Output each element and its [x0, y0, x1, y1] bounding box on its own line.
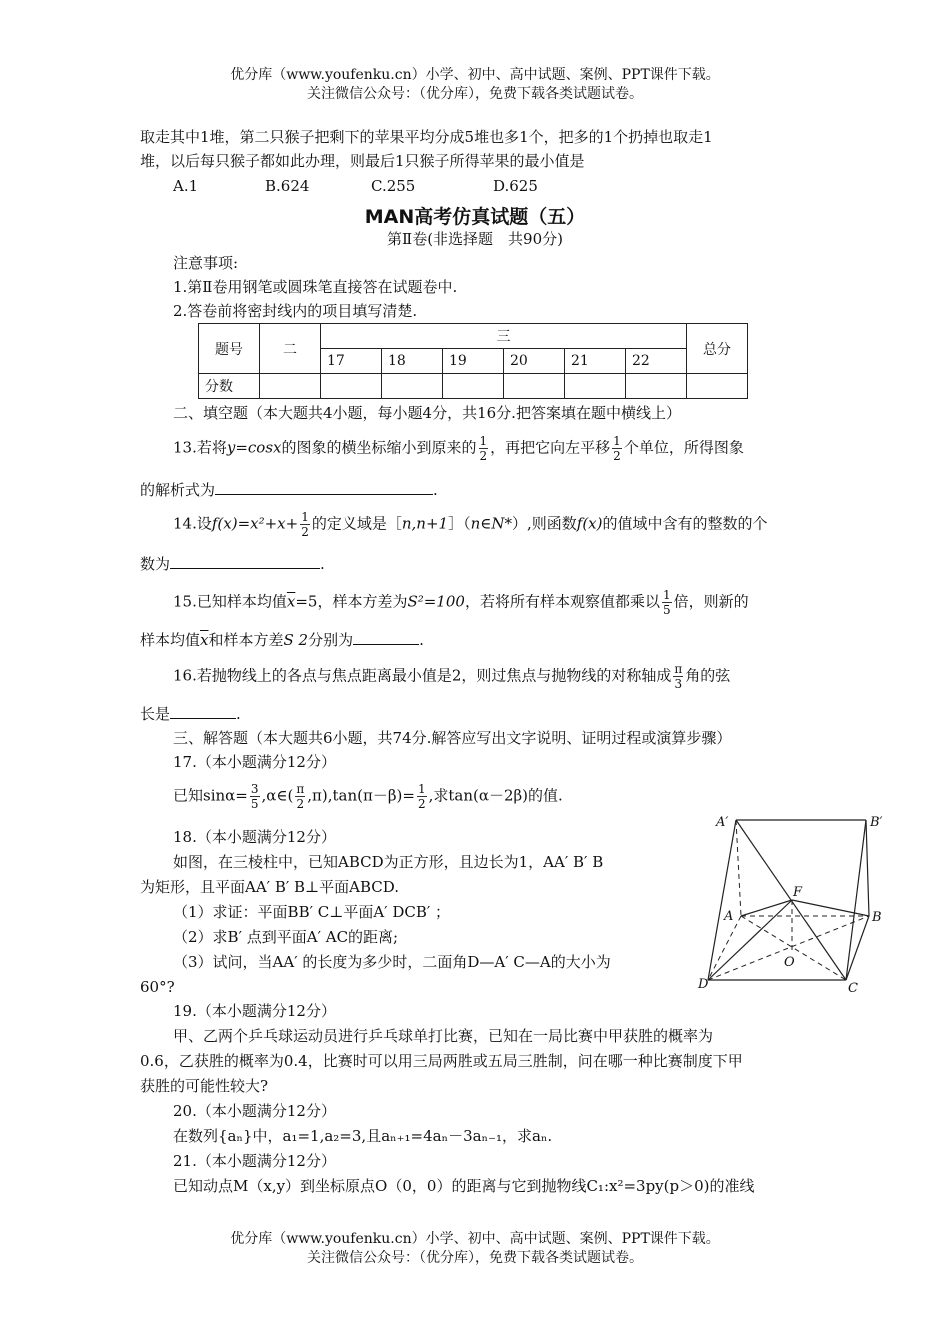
q18-line-5: （3）试问，当AA′ 的长度为多少时，二面角D—A′ C—A的大小为 [173, 953, 611, 971]
q15-text: 15.已知样本均值 [173, 592, 287, 611]
paper-subtitle: 第Ⅱ卷(非选择题 共90分) [387, 230, 563, 248]
paper-title: MAN高考仿真试题（五） [364, 206, 586, 228]
table-cell [504, 374, 565, 399]
q16-line-1 [173, 662, 810, 691]
fraction [295, 782, 305, 811]
q15-line-2: 样本均值$\overline{x}$和样本方差S 2分别为 . [140, 628, 810, 651]
table-er: 二 [260, 324, 321, 374]
q14-line-2: 数为 . [140, 552, 810, 575]
table-num-22: 22 [626, 349, 687, 374]
q13-line-1 [173, 434, 810, 463]
label-c: C [848, 981, 858, 996]
q15-text: 样本均值 [140, 631, 201, 649]
q14-line-1 [173, 510, 810, 539]
x-bar: $\overline{x}$ [200, 631, 209, 649]
header-line-1: 优分库（www.youfenku.cn）小学、初中、高中试题、案例、PPT课件下载。 [230, 67, 720, 83]
q13-text: 的解析式为 [140, 481, 216, 499]
intro-options [173, 175, 810, 197]
hidden-edge [708, 916, 869, 980]
fraction [300, 510, 310, 539]
table-total: 总分 [687, 324, 748, 374]
q14-func: f(x) [576, 514, 603, 533]
q15-var: S²=100 [407, 592, 465, 611]
q15-text: 倍，则新的 [673, 592, 749, 611]
label-b: B [872, 910, 882, 925]
edge-line [792, 900, 869, 916]
q14-var: n,n+1 [401, 514, 449, 533]
fraction [479, 434, 489, 463]
table-tihao: 题号 [199, 324, 260, 374]
q16-text: 16.若抛物线上的各点与焦点距离最小值是2，则过焦点与抛物线的对称轴成 [173, 666, 672, 685]
q15-text: ，若将所有样本观察值都乘以 [464, 592, 660, 611]
q20-heading: 20.（本小题满分12分） [173, 1102, 336, 1120]
table-cell [321, 374, 382, 399]
table-cell [382, 374, 443, 399]
q15-text: 分别为 [308, 631, 354, 649]
hidden-edge [736, 820, 741, 916]
frac-den: 3 [674, 677, 683, 691]
fraction [662, 588, 672, 617]
note-1: 1.第Ⅱ卷用钢笔或圆珠笔直接答在试题卷中. [173, 278, 458, 296]
note-2: 2.答卷前将密封线内的项目填写清楚. [173, 302, 418, 320]
edge-line [708, 820, 736, 980]
q18-line-1: 如图，在三棱柱中，已知ABCD为正方形，且边长为1，AA′ B′ B [173, 853, 604, 871]
frac-num: 1 [662, 588, 671, 602]
fraction [673, 662, 683, 691]
q15-var: S 2 [283, 631, 309, 649]
answer-blank[interactable] [215, 478, 433, 495]
q17-body [173, 782, 810, 811]
notes-heading: 注意事项: [173, 254, 239, 272]
frac-den: 5 [250, 797, 259, 811]
label-o: O [784, 955, 795, 970]
frac-num: 1 [613, 434, 621, 448]
hidden-edge [741, 916, 846, 980]
q13-line-2: 的解析式为 . [140, 478, 810, 501]
frac-den: 2 [301, 525, 309, 539]
q19-line-3: 获胜的可能性较大? [140, 1077, 269, 1095]
q19-heading: 19.（本小题满分12分） [173, 1002, 336, 1020]
intro-line-2: 堆，以后每只猴子都如此办理，则最后1只猴子所得苹果的最小值是 [140, 152, 585, 170]
footer-line-2: 关注微信公众号：（优分库），免费下载各类试题试卷。 [307, 1250, 643, 1266]
q16-text: 长是 [140, 705, 171, 723]
table-num-19: 19 [443, 349, 504, 374]
q21-body: 已知动点M（x,y）到坐标原点O（0，0）的距离与它到抛物线C₁:x²=3py(p＞0)的准线 [173, 1177, 755, 1195]
q14-text: 数为 [140, 555, 171, 573]
q13-text: ，再把它向左平移 [490, 438, 611, 457]
answer-blank[interactable] [353, 628, 419, 645]
edge-line [866, 820, 869, 916]
frac-num: 3 [250, 782, 259, 796]
frac-den: 2 [296, 797, 305, 811]
frac-num: 1 [417, 782, 426, 796]
hidden-edge [708, 916, 741, 980]
q14-text: ］（ [448, 514, 471, 533]
q17-text: ,π),tan(π－β)= [307, 786, 415, 805]
footer-line-1: 优分库（www.youfenku.cn）小学、初中、高中试题、案例、PPT课件下载。 [230, 1231, 720, 1247]
answer-blank[interactable] [170, 552, 320, 569]
fraction [612, 434, 622, 463]
table-num-20: 20 [504, 349, 565, 374]
label-b-prime: B′ [870, 815, 883, 830]
q18-line-2: 为矩形，且平面AA′ B′ B⊥平面ABCD. [140, 878, 400, 896]
frac-den: 2 [417, 797, 426, 811]
score-table [198, 323, 748, 399]
table-num-21: 21 [565, 349, 626, 374]
table-num-17: 17 [321, 349, 382, 374]
answer-blank[interactable] [170, 702, 236, 719]
q14-text: 14.设 [173, 514, 212, 533]
q15-text: 和样本方差 [208, 631, 284, 649]
header-line-2: 关注微信公众号：（优分库），免费下载各类试题试卷。 [307, 86, 643, 102]
label-f: F [793, 885, 803, 900]
edge-line [846, 820, 866, 980]
prism-figure [696, 808, 896, 998]
q13-text: 个单位，所得图象 [623, 438, 744, 457]
x-bar: $\overline{x}$ [286, 592, 296, 611]
section3-heading: 三、解答题（本大题共6小题，共74分.解答应写出文字说明、证明过程或演算步骤） [173, 729, 732, 747]
table-cell [443, 374, 504, 399]
frac-den: 2 [479, 449, 488, 463]
q16-text: 角的弦 [685, 666, 731, 685]
option-b: B.624 [265, 177, 310, 195]
table-san: 三 [321, 324, 687, 349]
q19-line-1: 甲、乙两个乒乓球运动员进行乒乓球单打比赛，已知在一局比赛中甲获胜的概率为 [173, 1027, 714, 1045]
q13-text: 的图象的横坐标缩小到原来的 [281, 438, 477, 457]
section2-heading: 二、填空题（本大题共4小题，每小题4分，共16分.把答案填在题中横线上） [173, 404, 681, 422]
q13-text: 13.若将 [173, 438, 227, 457]
q18-line-6: 60°? [140, 978, 175, 996]
q17-text: ,求tan(α－2β)的值. [428, 786, 563, 805]
frac-den: 2 [613, 449, 621, 463]
q18-heading: 18.（本小题满分12分） [173, 828, 336, 846]
q17-heading: 17.（本小题满分12分） [173, 753, 336, 771]
frac-num: 1 [301, 510, 309, 524]
frac-num: π [296, 782, 305, 796]
label-d: D [698, 977, 709, 992]
table-fenshu: 分数 [199, 374, 260, 399]
option-a: A.1 [173, 177, 199, 195]
q14-text: ）,则函数 [511, 514, 577, 533]
q18-line-4: （2）求B′ 点到平面A′ AC的距离; [173, 928, 399, 946]
table-cell [626, 374, 687, 399]
label-a: A [724, 909, 734, 924]
label-a-prime: A′ [716, 815, 729, 830]
q14-var: n∈N* [470, 514, 512, 533]
table-cell [260, 374, 321, 399]
q14-text: 的定义域是［ [311, 514, 402, 533]
q16-line-2: 长是 . [140, 702, 810, 725]
q20-body: 在数列{aₙ}中，a₁=1,a₂=3,且aₙ₊₁=4aₙ－3aₙ₋₁，求aₙ. [173, 1127, 553, 1145]
option-c: C.255 [371, 177, 416, 195]
q21-heading: 21.（本小题满分12分） [173, 1152, 336, 1170]
edge-line [708, 900, 792, 980]
table-cell [687, 374, 748, 399]
q15-text: =5，样本方差为 [295, 592, 408, 611]
q17-text: 已知sinα= [173, 786, 248, 805]
q14-text: 的值域中含有的整数的个 [602, 514, 768, 533]
table-num-18: 18 [382, 349, 443, 374]
frac-den: 5 [662, 603, 671, 617]
q15-line-1 [173, 588, 810, 617]
frac-num: π [674, 662, 683, 676]
q18-line-3: （1）求证：平面BB′ C⊥平面A′ DCB′ ； [173, 903, 451, 921]
q13-func: y=cosx [226, 438, 282, 457]
q14-func: f(x)=x²+x+ [211, 514, 299, 533]
fraction [417, 782, 427, 811]
table-cell [565, 374, 626, 399]
frac-num: 1 [479, 434, 488, 448]
option-d: D.625 [493, 177, 538, 195]
intro-line-1: 取走其中1堆，第二只猴子把剩下的苹果平均分成5堆也多1个，把多的1个扔掉也取走1 [140, 128, 713, 146]
q17-text: ,α∈( [261, 786, 294, 805]
fraction [250, 782, 260, 811]
q19-line-2: 0.6，乙获胜的概率为0.4，比赛时可以用三局两胜或五局三胜制，问在哪一种比赛制度下甲 [140, 1052, 743, 1070]
